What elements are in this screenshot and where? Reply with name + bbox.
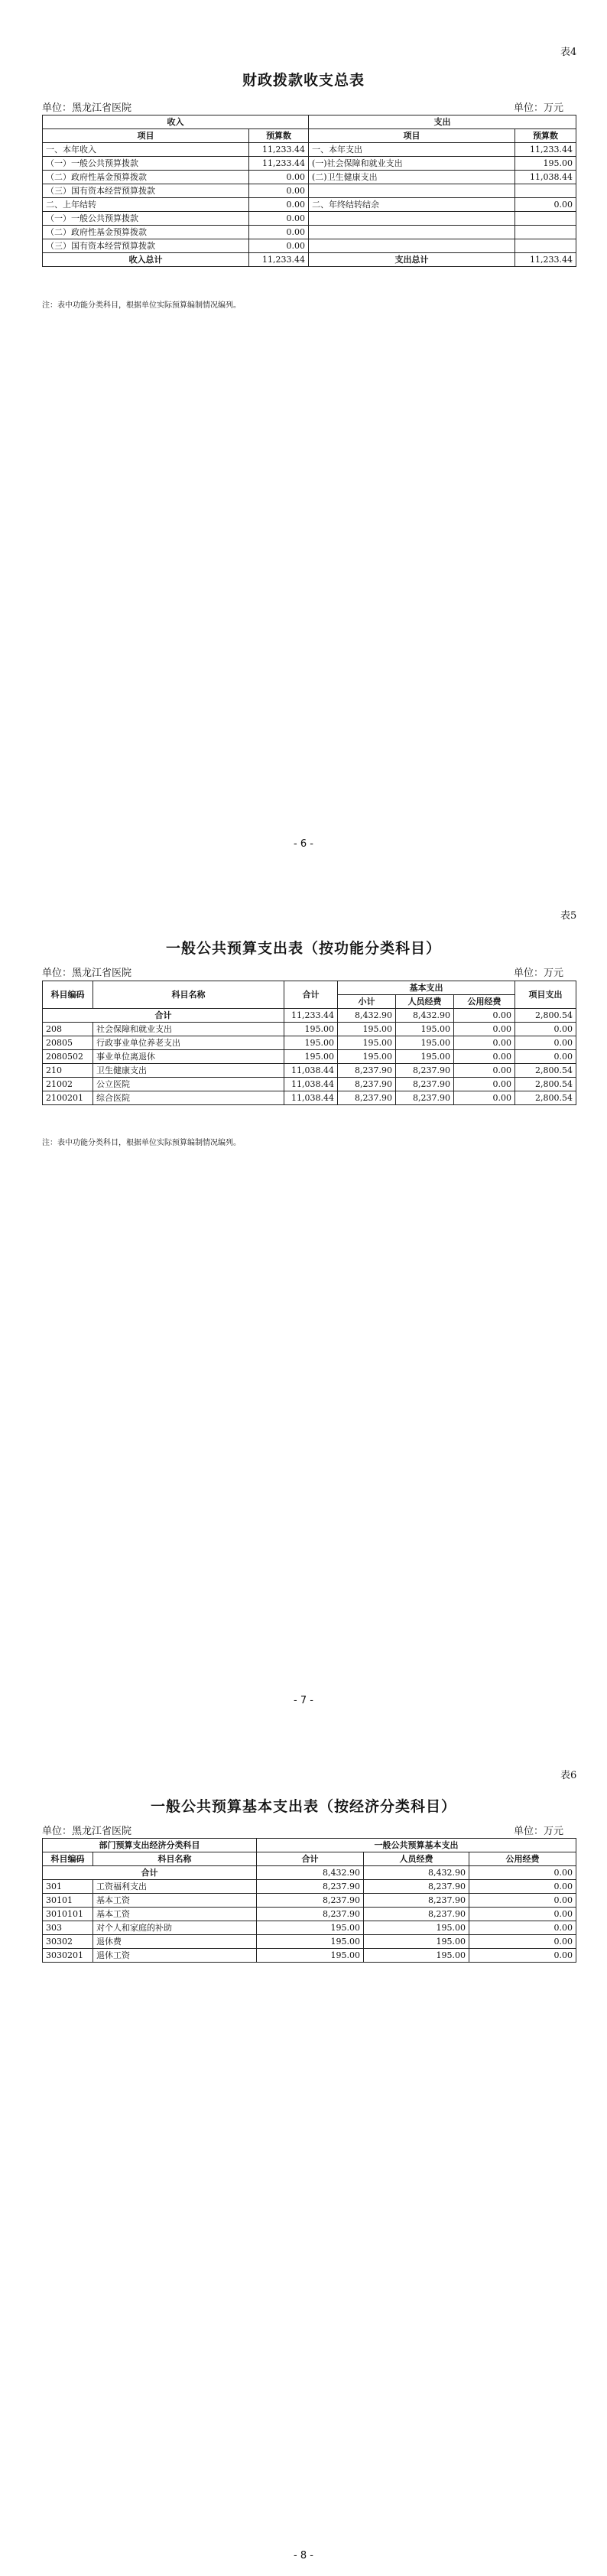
header-total: 合计 (284, 981, 338, 1009)
subtotal-value: 8,237.90 (338, 1091, 396, 1105)
name-cell: 退休工资 (93, 1949, 257, 1963)
code-cell: 2100201 (43, 1091, 93, 1105)
public-value: 0.00 (454, 1078, 515, 1091)
header-code: 科目编码 (43, 1852, 93, 1866)
name-cell: 工资福利支出 (93, 1880, 257, 1894)
total-value: 11,038.44 (284, 1091, 338, 1105)
code-cell: 3030201 (43, 1949, 93, 1963)
table-row (43, 171, 576, 184)
table-row (43, 1921, 576, 1935)
total-value: 195.00 (284, 1023, 338, 1036)
header-project-expense: 项目支出 (515, 981, 576, 1009)
header-item: 项目 (309, 129, 515, 143)
header-public: 公用经费 (454, 995, 515, 1009)
total-value: 195.00 (257, 1921, 364, 1935)
name-cell: 基本工资 (93, 1894, 257, 1908)
code-cell: 303 (43, 1921, 93, 1935)
personnel-value: 8,237.90 (396, 1064, 454, 1078)
expense-value: 195.00 (515, 157, 576, 171)
public-value: 0.00 (454, 1036, 515, 1050)
header-total: 合计 (257, 1852, 364, 1866)
income-item: （一）一般公共预算拨款 (43, 212, 249, 226)
income-value: 11,233.44 (249, 143, 309, 157)
personnel-value: 195.00 (364, 1935, 469, 1949)
name-cell: 对个人和家庭的补助 (93, 1921, 257, 1935)
project-value: 2,800.54 (515, 1091, 576, 1105)
table-row (43, 1023, 576, 1036)
name-cell: 综合医院 (93, 1091, 284, 1105)
total-value: 195.00 (257, 1949, 364, 1963)
public-value: 0.00 (469, 1908, 576, 1921)
expense-value: 11,233.44 (515, 143, 576, 157)
expense-item: (二)卫生健康支出 (309, 171, 515, 184)
table-number: 表6 (560, 1770, 577, 1781)
page-title: 一般公共预算基本支出表（按经济分类科目） (150, 1798, 456, 1815)
public-value: 0.00 (454, 1050, 515, 1064)
public-value: 0.00 (454, 1009, 515, 1023)
expense-item: 二、年终结转结余 (309, 198, 515, 212)
economic-basic-expense-table (42, 1838, 576, 1963)
code-cell: 2080502 (43, 1050, 93, 1064)
header-personnel: 人员经费 (364, 1852, 469, 1866)
table-row (43, 1935, 576, 1949)
header-name: 科目名称 (93, 1852, 257, 1866)
header-subtotal: 小计 (338, 995, 396, 1009)
personnel-value: 8,432.90 (364, 1866, 469, 1880)
income-value: 0.00 (249, 198, 309, 212)
header-public: 公用经费 (469, 1852, 576, 1866)
personnel-value: 8,432.90 (396, 1009, 454, 1023)
income-item: 二、上年结转 (43, 198, 249, 212)
header-dept-classification: 部门预算支出经济分类科目 (43, 1839, 257, 1852)
name-cell: 退休费 (93, 1935, 257, 1949)
income-value: 11,233.44 (249, 157, 309, 171)
unit-currency-label: 单位：万元 (514, 1826, 564, 1837)
table-number: 表4 (560, 47, 577, 58)
function-expense-table (42, 981, 576, 1105)
public-value: 0.00 (454, 1064, 515, 1078)
income-item: （三）国有资本经营预算拨款 (43, 239, 249, 253)
personnel-value: 195.00 (396, 1023, 454, 1036)
total-row (43, 253, 576, 267)
expense-item (309, 212, 515, 226)
total-value: 8,432.90 (257, 1866, 364, 1880)
table-row (43, 212, 576, 226)
public-value: 0.00 (469, 1921, 576, 1935)
personnel-value: 195.00 (364, 1921, 469, 1935)
name-cell: 公立医院 (93, 1078, 284, 1091)
total-expense-value: 11,233.44 (515, 253, 576, 267)
total-row (43, 1866, 576, 1880)
income-value: 0.00 (249, 226, 309, 239)
public-value: 0.00 (454, 1023, 515, 1036)
total-value: 195.00 (284, 1050, 338, 1064)
table-row (43, 184, 576, 198)
personnel-value: 8,237.90 (396, 1091, 454, 1105)
subtotal-value: 8,432.90 (338, 1009, 396, 1023)
project-value: 0.00 (515, 1023, 576, 1036)
table-row (43, 1949, 576, 1963)
code-cell: 208 (43, 1023, 93, 1036)
total-income-label: 收入总计 (43, 253, 249, 267)
income-value: 0.00 (249, 239, 309, 253)
table-row (43, 1091, 576, 1105)
header-basic-expense: 基本支出 (338, 981, 515, 995)
name-cell: 事业单位离退休 (93, 1050, 284, 1064)
header-budget: 预算数 (515, 129, 576, 143)
page-number: - 7 - (294, 1695, 313, 1706)
public-value: 0.00 (454, 1091, 515, 1105)
income-item: （二）政府性基金预算拨款 (43, 171, 249, 184)
public-value: 0.00 (469, 1880, 576, 1894)
public-value: 0.00 (469, 1866, 576, 1880)
table-row (43, 143, 576, 157)
table-note: 注：表中功能分类科目，根据单位实际预算编制情况编列。 (42, 301, 241, 310)
income-value: 0.00 (249, 184, 309, 198)
total-value: 195.00 (257, 1935, 364, 1949)
header-name: 科目名称 (93, 981, 284, 1009)
expense-item: 一、本年支出 (309, 143, 515, 157)
expense-value (515, 184, 576, 198)
total-row (43, 1009, 576, 1023)
page-number: - 6 - (294, 838, 313, 850)
unit-org-label: 单位：黑龙江省医院 (42, 1826, 132, 1837)
total-expense-label: 支出总计 (309, 253, 515, 267)
expense-value (515, 212, 576, 226)
table-row (43, 1894, 576, 1908)
expense-value: 0.00 (515, 198, 576, 212)
expense-value (515, 226, 576, 239)
total-value: 11,233.44 (284, 1009, 338, 1023)
table-row (43, 157, 576, 171)
code-cell: 301 (43, 1880, 93, 1894)
name-cell: 卫生健康支出 (93, 1064, 284, 1078)
expense-value (515, 239, 576, 253)
unit-currency-label: 单位：万元 (514, 102, 564, 114)
subtotal-value: 195.00 (338, 1050, 396, 1064)
code-cell: 21002 (43, 1078, 93, 1091)
total-value: 8,237.90 (257, 1880, 364, 1894)
page-title: 财政拨款收支总表 (242, 72, 365, 89)
table-row (43, 1078, 576, 1091)
personnel-value: 195.00 (396, 1050, 454, 1064)
income-item: （一）一般公共预算拨款 (43, 157, 249, 171)
total-value: 11,038.44 (284, 1078, 338, 1091)
public-value: 0.00 (469, 1935, 576, 1949)
income-value: 0.00 (249, 171, 309, 184)
subtotal-value: 8,237.90 (338, 1078, 396, 1091)
total-value: 11,038.44 (284, 1064, 338, 1078)
project-value: 0.00 (515, 1036, 576, 1050)
expense-item: (一)社会保障和就业支出 (309, 157, 515, 171)
subtotal-value: 195.00 (338, 1036, 396, 1050)
name-cell: 社会保障和就业支出 (93, 1023, 284, 1036)
project-value: 0.00 (515, 1050, 576, 1064)
header-income: 收入 (43, 115, 309, 129)
income-item: （三）国有资本经营预算拨款 (43, 184, 249, 198)
total-value: 195.00 (284, 1036, 338, 1050)
total-value: 8,237.90 (257, 1894, 364, 1908)
unit-org-label: 单位：黑龙江省医院 (42, 102, 132, 114)
table-row (43, 226, 576, 239)
public-value: 0.00 (469, 1894, 576, 1908)
page-number: - 8 - (294, 2550, 313, 2561)
personnel-value: 8,237.90 (364, 1894, 469, 1908)
fiscal-summary-table (42, 115, 576, 267)
total-label: 合计 (43, 1866, 257, 1880)
name-cell: 基本工资 (93, 1908, 257, 1921)
header-item: 项目 (43, 129, 249, 143)
table-note: 注：表中功能分类科目，根据单位实际预算编制情况编列。 (42, 1139, 241, 1147)
expense-item (309, 226, 515, 239)
subtotal-value: 8,237.90 (338, 1064, 396, 1078)
table-row (43, 1036, 576, 1050)
code-cell: 30101 (43, 1894, 93, 1908)
total-value: 8,237.90 (257, 1908, 364, 1921)
header-budget: 预算数 (249, 129, 309, 143)
name-cell: 行政事业单位养老支出 (93, 1036, 284, 1050)
personnel-value: 195.00 (364, 1949, 469, 1963)
expense-item (309, 184, 515, 198)
page-title: 一般公共预算支出表（按功能分类科目） (165, 940, 441, 957)
table-row (43, 239, 576, 253)
total-income-value: 11,233.44 (249, 253, 309, 267)
table-row (43, 1050, 576, 1064)
header-basic-expense: 一般公共预算基本支出 (257, 1839, 576, 1852)
personnel-value: 8,237.90 (364, 1908, 469, 1921)
table-row (43, 1064, 576, 1078)
unit-currency-label: 单位：万元 (514, 968, 564, 979)
project-value: 2,800.54 (515, 1078, 576, 1091)
table-row (43, 198, 576, 212)
total-label: 合计 (43, 1009, 284, 1023)
personnel-value: 195.00 (396, 1036, 454, 1050)
code-cell: 30302 (43, 1935, 93, 1949)
expense-value: 11,038.44 (515, 171, 576, 184)
personnel-value: 8,237.90 (396, 1078, 454, 1091)
header-code: 科目编码 (43, 981, 93, 1009)
income-item: 一、本年收入 (43, 143, 249, 157)
header-expense: 支出 (309, 115, 576, 129)
income-value: 0.00 (249, 212, 309, 226)
code-cell: 20805 (43, 1036, 93, 1050)
table-row (43, 1880, 576, 1894)
table-number: 表5 (560, 910, 577, 922)
code-cell: 210 (43, 1064, 93, 1078)
subtotal-value: 195.00 (338, 1023, 396, 1036)
project-value: 2,800.54 (515, 1009, 576, 1023)
personnel-value: 8,237.90 (364, 1880, 469, 1894)
table-row (43, 1908, 576, 1921)
header-personnel: 人员经费 (396, 995, 454, 1009)
code-cell: 3010101 (43, 1908, 93, 1921)
unit-org-label: 单位：黑龙江省医院 (42, 968, 132, 979)
income-item: （二）政府性基金预算拨款 (43, 226, 249, 239)
project-value: 2,800.54 (515, 1064, 576, 1078)
expense-item (309, 239, 515, 253)
public-value: 0.00 (469, 1949, 576, 1963)
